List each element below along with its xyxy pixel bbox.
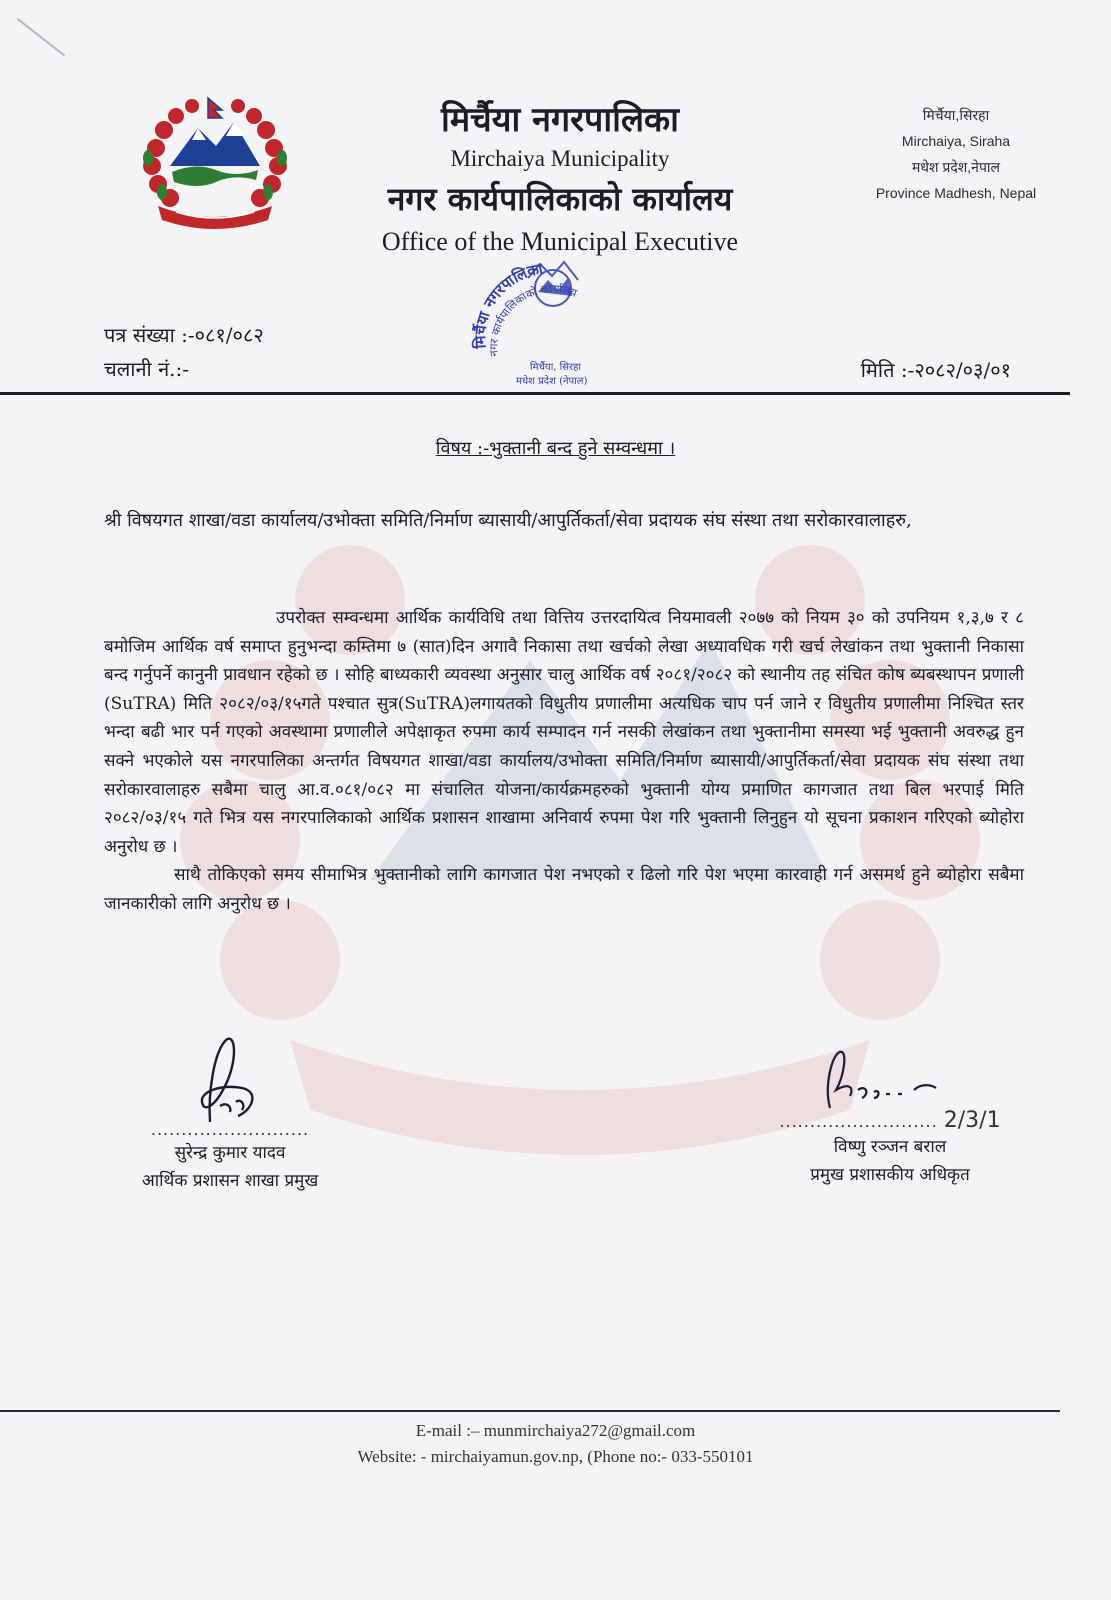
office-name-en: Office of the Municipal Executive xyxy=(381,227,739,256)
footer-email: E-mail :– munmirchaiya272@gmail.com xyxy=(415,1421,696,1440)
subject-line xyxy=(0,436,1111,460)
signatory-left xyxy=(100,1040,360,1195)
signatory-name: सुरेन्द्र कुमार यादव xyxy=(174,1143,286,1163)
subject-text: विषय :-भुक्तानी बन्द हुने सम्वन्धमा । xyxy=(435,438,676,459)
stamp-line-2: नगर कार्यपालिकाको कार्यालय xyxy=(487,282,579,357)
signatory-title: आर्थिक प्रशासन शाखा प्रमुख xyxy=(141,1171,319,1191)
address-en-1: Mirchaiya, Siraha xyxy=(901,133,1011,149)
stamp-line-1: मिर्चैया नगरपालिका xyxy=(470,259,545,349)
address-ne-2: मधेश प्रदेश,नेपाल xyxy=(911,159,1001,175)
office-stamp-icon xyxy=(468,258,632,394)
scan-mark xyxy=(17,18,66,57)
letter-number: पत्र संख्या :-०८१/०८२ xyxy=(104,323,264,347)
body-paragraph-1: उपरोक्त सम्वन्धमा आर्थिक कार्यविधि तथा वित्तिय उत्तरदायित्व नियमावली २०७७ को नियम ३० को उपनियम १,३,७ र ८ बमोजिम आर्थिक वर्ष समाप्त हुनुभन्दा कम्तिमा ७ (सात)दिन अगावै निकासा तथा खर्चको लेखा अध्यावधिक गरी खर्च लेखांकन तथा भुक्तानी निकासा बन्द गर्नुपर्ने कानुनी प्रावधान रहेको छ । सोहि बाध्यकारी व्यवस्था अनुसार चालु आर्थिक वर्ष २०८१/२०८२ को स्थानीय तह संचित कोष ब्यबस्थापन प्रणाली (SuTRA) मिति २०८२/०३/१५गते पश्चात सुत्र(SuTRA)लगायतको विधुतीय प्रणालीमा अत्यधिक चाप पर्न जाने र विधुतीय प्रणालीमा निश्चित स्तर भन्दा बढी भार पर्न गएको अवस्थामा प्रणालीले अपेक्षाकृत रुपमा कार्य सम्पादन गर्न नसकी लेखांकन तथा भुक्तानीमा समस्या भई भुक्तानी अवरुद्ध हुन सक्ने भएकोले यस नगरपालिका अन्तर्गत विषयगत शाखा/वडा कार्यालय/उभोक्ता समिति/निर्माण ब्यासायी/आपुर्तिकर्ता/सेवा प्रदायक संघ संस्था तथा सरोकारवालाहरु सबैमा चालु आ.व.०८१/०८२ मा संचालित योजना/कार्यक्रमहरुको भुक्तानी योग्य प्रमाणित कागजात तथा बिल भरपाई मिति २०८२/०३/१५ गते भित्र यस नगरपालिकाको आर्थिक प्रशासन शाखामा अनिवार्य रुपमा पेश गरि भुक्तानी लिनुहुन यो सूचना प्रकाशन गरिएको ब्योहोरा अनुरोध छ । xyxy=(104,608,1024,857)
header-divider xyxy=(0,392,1070,395)
body-paragraph-2: साथै तोकिएको समय सीमाभित्र भुक्तानीको लागि कागजात पेश नभएको र ढिलो गरि पेश भएमा कारवाही गर्न असमर्थ हुने ब्योहोरा सबैमा जानकारीको लागि अनुरोध छ । xyxy=(104,865,1024,914)
signature-line: .......................... xyxy=(150,1120,310,1139)
stamp-line-3: मिर्चैया, सिरहा xyxy=(530,362,582,373)
addressee: श्री विषयगत शाखा/वडा कार्यालय/उभोक्ता समिति/निर्माण ब्यासायी/आपुर्तिकर्ता/सेवा प्रदायक संघ संस्था तथा सरोकारवालाहरु, xyxy=(104,510,912,531)
municipality-name-en: Mirchaiya Municipality xyxy=(450,146,670,171)
stamp-line-4: मधेश प्रदेश (नेपाल) xyxy=(516,376,588,387)
letterhead xyxy=(300,98,820,262)
letter-date: मिति :-२०८२/०३/०१ xyxy=(860,358,1011,382)
address-ne-1: मिर्चैया,सिरहा xyxy=(922,107,990,123)
footer-website: Website: - mirchaiyamun.gov.np, (Phone no:- 033-550101 xyxy=(357,1447,754,1466)
office-name-ne: नगर कार्यपालिकाको कार्यालय xyxy=(387,180,733,218)
nepal-emblem-icon xyxy=(136,88,294,234)
signatory-name: विष्णु रञ्जन बराल xyxy=(833,1137,947,1157)
signatory-title: प्रमुख प्रशासकीय अधिकृत xyxy=(810,1165,970,1185)
footer-divider xyxy=(0,1410,1060,1412)
reference-block xyxy=(104,318,264,386)
address-en-2: Province Madhesh, Nepal xyxy=(875,185,1037,201)
letterhead-address xyxy=(856,102,1056,206)
municipality-name-ne: मिर्चैया नगरपालिका xyxy=(441,100,679,140)
signatory-right xyxy=(770,1050,1010,1189)
footer xyxy=(0,1418,1111,1470)
dispatch-number: चलानी नं.:- xyxy=(104,357,190,381)
signature-line: .......................... 2/3/1 xyxy=(779,1108,1001,1133)
signature-date: 2/3/1 xyxy=(943,1108,1001,1133)
letter-body xyxy=(104,604,1024,919)
